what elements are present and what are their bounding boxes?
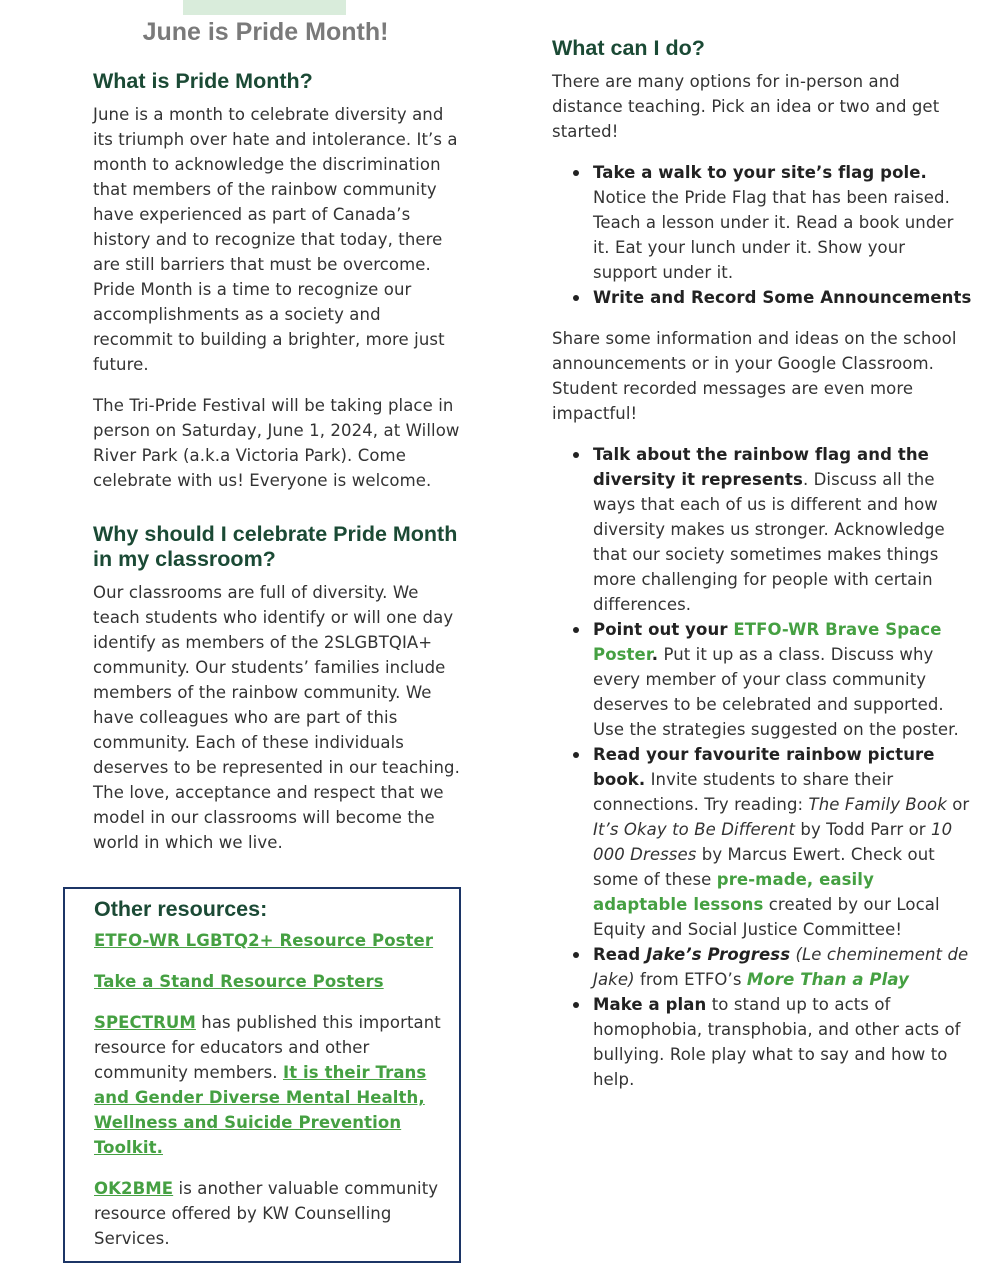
list-item: Read Jake’s Progress (Le cheminement de Jake) from ETFO’s More Than a Play <box>593 942 972 992</box>
what-can-i-do-heading: What can I do? <box>552 36 705 60</box>
other-resources-box <box>63 887 461 1263</box>
list-item: Make a plan to stand up to acts of homophobia, transphobia, and other acts of bullying. Role play what to say and how to help. <box>593 992 972 1092</box>
right-column <box>552 36 972 1092</box>
announcements-paragraph: Share some information and ideas on the school announcements or in your Google Classroom. Student recorded messages are even more impactful! <box>552 329 957 423</box>
list-item: Take a walk to your site’s flag pole. Notice the Pride Flag that has been raised. Teach a lesson under it. Read a book under it. Eat your lunch under it. Show your support under it. <box>593 160 972 285</box>
adaptable-lessons-link[interactable]: pre-made, easily adaptable lessons <box>593 870 874 914</box>
list-item: Talk about the rainbow flag and the diversity it represents. Discuss all the ways that each of us is different and how diversity makes us stronger. Acknowledge that our society sometimes makes things more challenging for people with certain differences. <box>593 442 972 617</box>
more-than-a-play-link[interactable]: More Than a Play <box>746 970 909 989</box>
trans-toolkit-link[interactable]: It is their Trans and Gender Diverse Mental Health, Wellness and Suicide Prevention Toolkit. <box>94 1063 427 1157</box>
ideas-list-1 <box>552 160 972 310</box>
ok2bme-link[interactable]: OK2BME <box>94 1179 174 1198</box>
list-item: Read your favourite rainbow picture book. Invite students to share their connections. Try reading: The Family Book or It’s Okay to Be Different by Todd Parr or 10 000 Dresses by Marcus Ewert. Check out some of these pre-made, easily adaptable lessons created by our Local Equity and Social Justice Committee! <box>593 742 972 942</box>
what-is-pride-paragraph: June is a month to celebrate diversity and its triumph over hate and intolerance. It’s a month to acknowledge the discrimination that members of the rainbow community have experienced as part of Canada’s history and to recognize that today, there are still barriers that must be overcome. Pride Month is a time to recognize our accomplishments as a society and recommit to building a brighter, more just future. <box>93 105 458 374</box>
other-resources-heading: Other resources: <box>94 897 268 921</box>
page-title: June is Pride Month! <box>142 18 389 46</box>
spectrum-link[interactable]: SPECTRUM <box>94 1013 196 1032</box>
brave-space-poster-link[interactable]: ETFO-WR Brave Space Poster <box>593 620 942 664</box>
why-celebrate-heading: Why should I celebrate Pride Month in my classroom? <box>93 522 458 571</box>
intro-paragraph: There are many options for in-person and distance teaching. Pick an idea or two and get started! <box>552 72 940 141</box>
list-item: Point out your ETFO-WR Brave Space Poster. Put it up as a class. Discuss why every member of your class community deserves to be celebrated and supported. Use the strategies suggested on the poster. <box>593 617 972 742</box>
list-item: Write and Record Some Announcements <box>593 285 972 310</box>
header-tab-bar <box>183 0 346 15</box>
left-column <box>93 18 463 855</box>
what-is-pride-heading: What is Pride Month? <box>93 69 313 93</box>
take-a-stand-posters-link[interactable]: Take a Stand Resource Posters <box>94 972 384 991</box>
tri-pride-paragraph: The Tri-Pride Festival will be taking place in person on Saturday, June 1, 2024, at Willow River Park (a.k.a Victoria Park). Come celebrate with us! Everyone is welcome. <box>93 396 460 490</box>
ok2bme-paragraph: OK2BME is another valuable community resource offered by KW Counselling Services. <box>94 1179 439 1248</box>
lgbtq-resource-poster-link[interactable]: ETFO-WR LGBTQ2+ Resource Poster <box>94 931 434 950</box>
ideas-list-2 <box>552 442 972 1092</box>
why-celebrate-paragraph: Our classrooms are full of diversity. We teach students who identify or will one day identify as members of the 2SLGBTQIA+ community. Our students’ families include members of the rainbow community. We have colleagues who are part of this community. Each of these individuals deserves to be represented in our teaching. The love, acceptance and respect that we model in our classrooms will become the world in which we live. <box>93 583 460 852</box>
spectrum-paragraph: SPECTRUM has published this important resource for educators and other community members. It is their Trans and Gender Diverse Mental Health, Wellness and Suicide Prevention Toolkit. <box>94 1013 441 1157</box>
